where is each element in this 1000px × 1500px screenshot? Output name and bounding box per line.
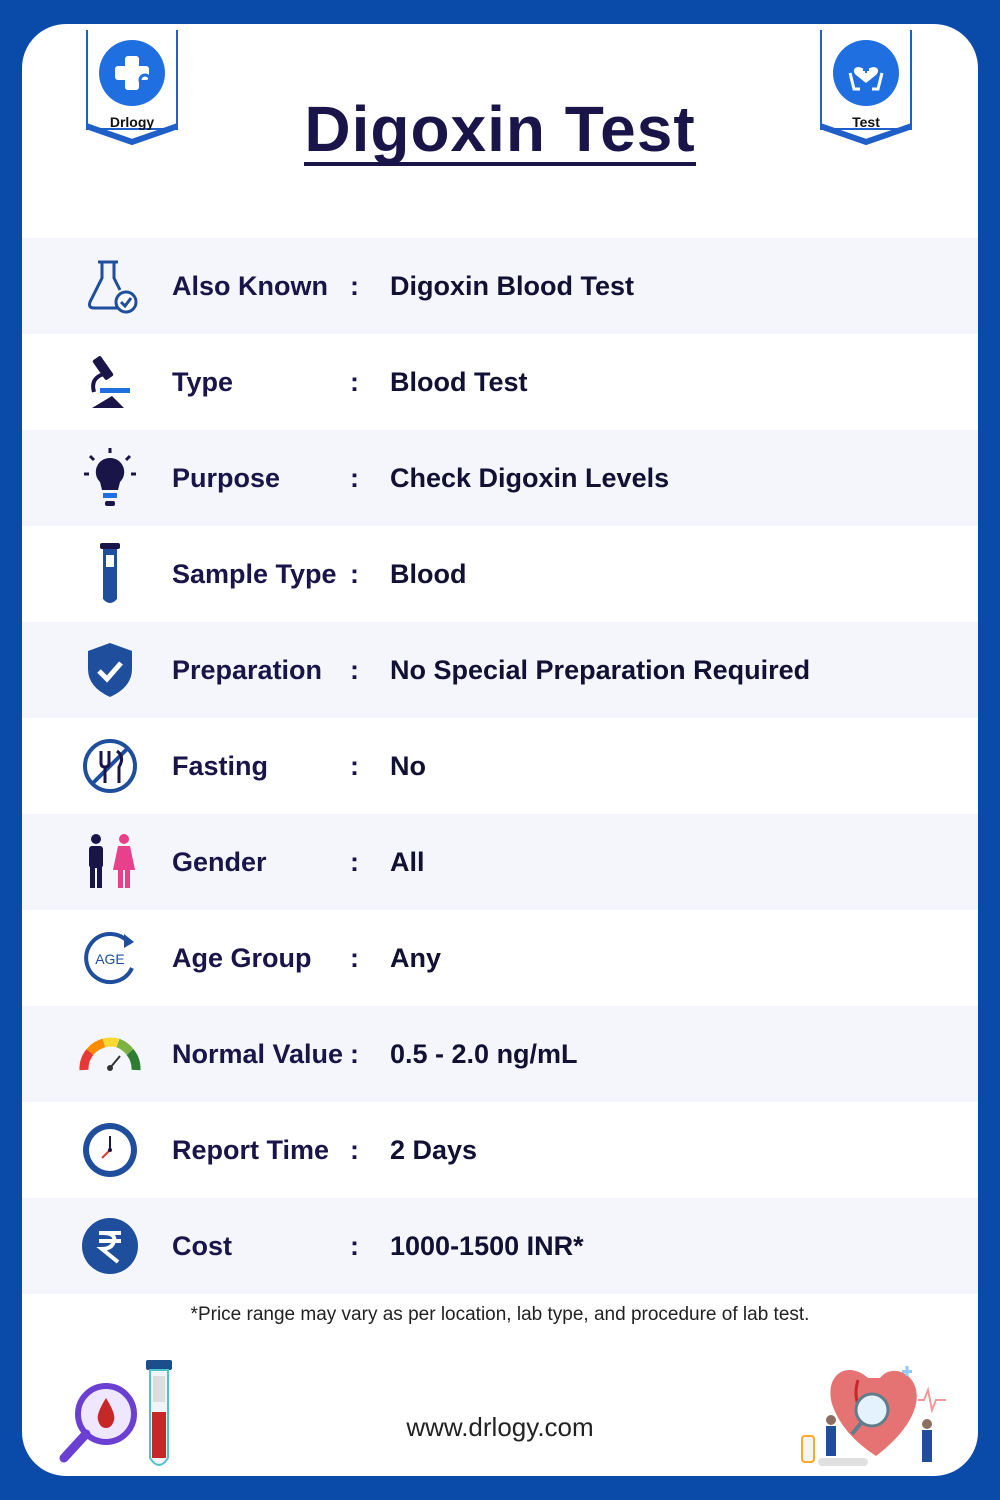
row-also-known xyxy=(22,238,978,334)
row-label: Normal Value xyxy=(172,1038,344,1069)
row-colon: : xyxy=(350,750,359,781)
svg-text:AGE: AGE xyxy=(95,951,125,967)
row-label: Fasting xyxy=(172,750,269,781)
row-value: All xyxy=(390,846,425,877)
row-value: Blood Test xyxy=(390,366,528,397)
row-label: Cost xyxy=(172,1230,232,1261)
row-value: Blood xyxy=(390,558,467,589)
row-preparation xyxy=(22,622,978,718)
microscope-icon xyxy=(78,350,142,414)
page-title-text: Digoxin Test xyxy=(304,93,696,165)
row-colon: : xyxy=(350,270,359,301)
row-gender xyxy=(22,814,978,910)
row-label: Also Known xyxy=(172,270,328,301)
row-label: Report Time xyxy=(172,1134,330,1165)
lightbulb-icon xyxy=(78,446,142,510)
row-colon: : xyxy=(350,846,359,877)
test-tube-icon xyxy=(78,542,142,606)
row-value: Digoxin Blood Test xyxy=(390,270,634,301)
heart-doctors-icon xyxy=(798,1360,948,1474)
row-label: Type xyxy=(172,366,234,397)
row-label: Gender xyxy=(172,846,267,877)
row-value: No xyxy=(390,750,426,781)
row-colon: : xyxy=(350,942,359,973)
row-label: Age Group xyxy=(172,942,312,973)
rupee-icon xyxy=(78,1214,142,1278)
row-purpose xyxy=(22,430,978,526)
row-colon: : xyxy=(350,1230,359,1261)
row-value: No Special Preparation Required xyxy=(390,654,811,685)
row-value: 2 Days xyxy=(390,1134,478,1165)
row-type xyxy=(22,334,978,430)
website-link[interactable]: www.drlogy.com xyxy=(406,1412,594,1442)
test-badge-label: Test xyxy=(852,114,880,130)
age-icon xyxy=(78,926,142,990)
row-report-time xyxy=(22,1102,978,1198)
row-label: Sample Type xyxy=(172,558,337,589)
info-rows xyxy=(22,238,978,1294)
row-colon: : xyxy=(350,366,359,397)
gauge-icon xyxy=(78,1022,142,1086)
row-colon: : xyxy=(350,1134,359,1165)
row-age-group xyxy=(22,910,978,1006)
row-value: 0.5 - 2.0 ng/mL xyxy=(390,1038,578,1069)
row-colon: : xyxy=(350,1038,359,1069)
shield-check-icon xyxy=(78,638,142,702)
clock-icon xyxy=(78,1118,142,1182)
row-cost xyxy=(22,1198,978,1294)
row-fasting xyxy=(22,718,978,814)
row-sample-type xyxy=(22,526,978,622)
row-colon: : xyxy=(350,654,359,685)
price-note: *Price range may vary as per location, lab type, and procedure of lab test. xyxy=(190,1304,810,1325)
row-value: Check Digoxin Levels xyxy=(390,462,670,493)
row-normal-value xyxy=(22,1006,978,1102)
row-label: Purpose xyxy=(172,462,281,493)
page-title xyxy=(22,92,978,166)
drlogy-badge-label: Drlogy xyxy=(109,114,155,130)
gender-icon xyxy=(78,830,142,894)
row-label: Preparation xyxy=(172,654,323,685)
flask-check-icon xyxy=(78,254,142,318)
row-colon: : xyxy=(350,558,359,589)
info-card xyxy=(22,24,978,1476)
row-value: 1000-1500 INR* xyxy=(390,1230,584,1261)
no-food-icon xyxy=(78,734,142,798)
row-value: Any xyxy=(390,942,442,973)
row-colon: : xyxy=(350,462,359,493)
